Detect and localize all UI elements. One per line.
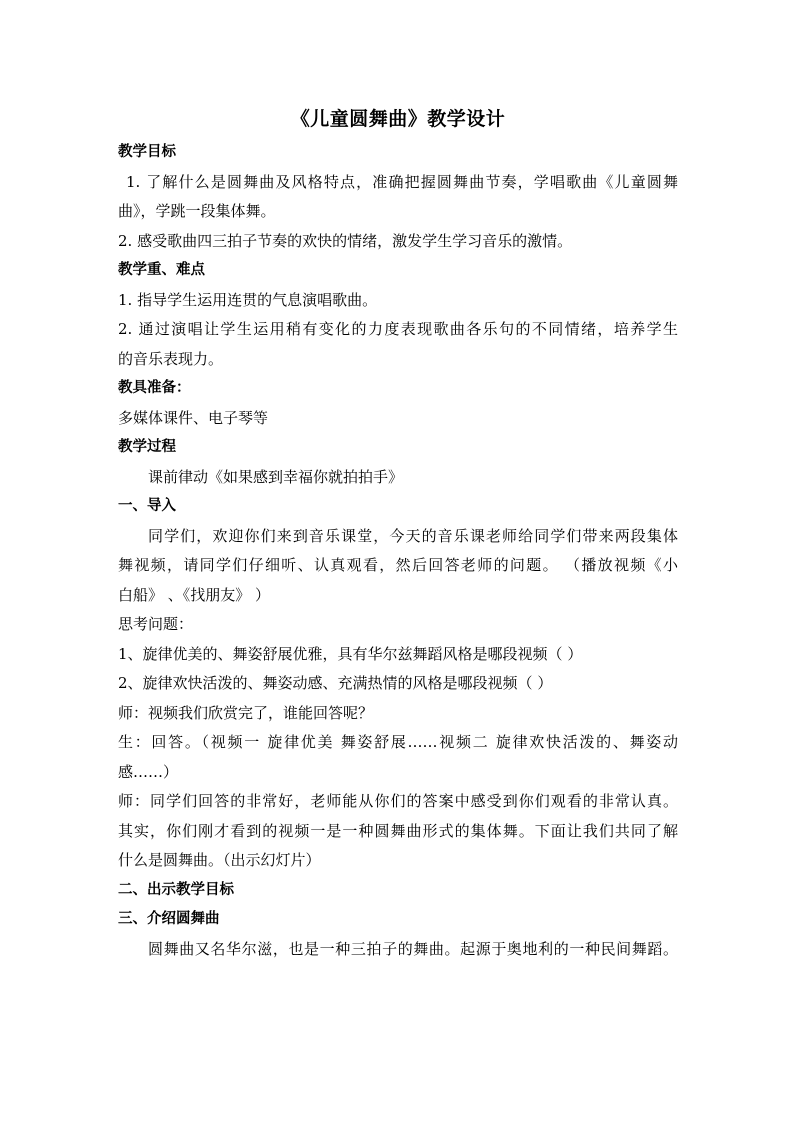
document-page [118, 100, 678, 964]
paragraph-line: 感……） [118, 762, 179, 781]
paragraph-line: 2. 感受歌曲四三拍子节奏的欢快的情绪，激发学生学习音乐的激情。 [118, 231, 573, 250]
heading-materials: 教具准备： [118, 380, 191, 396]
paragraph-line: 生：回答。（视频一 旋律优美 舞姿舒展……视频二 旋律欢快活泼的、舞姿动 [118, 733, 678, 751]
heading-teaching-goals: 教学目标 [118, 144, 176, 160]
paragraph-line: 2. 通过演唱让学生运用稍有变化的力度表现歌曲各乐句的不同情绪，培养学生 [118, 320, 678, 338]
paragraph-line: 课前律动《如果感到幸福你就拍拍手》 [148, 467, 404, 486]
paragraph-line: 什么是圆舞曲。（出示幻灯片） [118, 851, 321, 869]
paragraph-line: 1、旋律优美的、舞姿舒展优雅，具有华尔兹舞蹈风格是哪段视频（ ） [118, 644, 583, 663]
paragraph-line: 白船》 、《找朋友》 ） [118, 585, 271, 604]
paragraph-line: 师：同学们回答的非常好，老师能从你们的答案中感受到你们观看的非常认真。 [118, 792, 678, 810]
paragraph-line: 思考问题： [118, 615, 194, 633]
heading-introduction: 一、导入 [118, 498, 176, 514]
heading-teaching-process: 教学过程 [118, 439, 176, 455]
paragraph-line: 圆舞曲又名华尔滋，也是一种三拍子的舞曲。起源于奥地利的一种民间舞蹈。 [148, 939, 678, 958]
heading-show-goals: 二、出示教学目标 [118, 881, 234, 898]
paragraph-line: 同学们，欢迎你们来到音乐课堂，今天的音乐课老师给同学们带来两段集体 [148, 526, 678, 545]
paragraph-line: 师：视频我们欣赏完了，谁能回答呢？ [118, 703, 374, 722]
paragraph-line: 多媒体课件、电子琴等 [118, 408, 269, 427]
paragraph-line: 1. 指导学生运用连贯的气息演唱歌曲。 [118, 290, 378, 309]
page-title: 《儿童圆舞曲》教学设计 [290, 108, 506, 130]
heading-introduce-waltz: 三、介绍圆舞曲 [118, 911, 220, 927]
paragraph-line: 的音乐表现力。 [118, 349, 224, 368]
paragraph-line: 舞视频，请同学们仔细听、认真观看，然后回答老师的问题。 （播放视频《小 [118, 556, 678, 574]
paragraph-line: 2、旋律欢快活泼的、舞姿动感、充满热情的风格是哪段视频（ ） [118, 674, 553, 692]
paragraph-line: 1. 了解什么是圆舞曲及风格特点，准确把握圆舞曲节奏，学唱歌曲《儿童圆舞 [126, 172, 678, 191]
paragraph-line: 曲》，学跳一段集体舞。 [118, 202, 276, 220]
heading-key-points: 教学重、难点 [118, 262, 205, 278]
paragraph-line: 其实，你们刚才看到的视频一是一种圆舞曲形式的集体舞。下面让我们共同了解 [118, 821, 678, 840]
